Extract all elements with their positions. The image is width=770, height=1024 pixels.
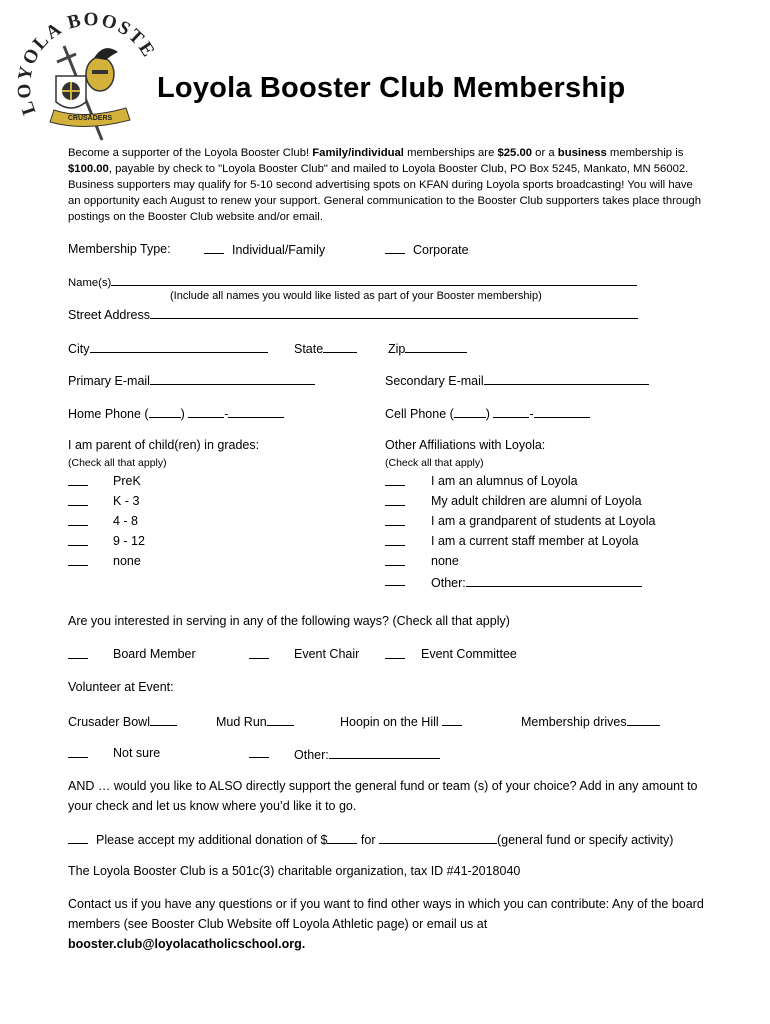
grades-heading: I am parent of child(ren) in grades: — [68, 438, 260, 452]
affiliation-other-line[interactable] — [466, 574, 642, 587]
grade-label-prek: PreK — [113, 474, 141, 488]
volunteer-label: Volunteer at Event: — [68, 680, 174, 694]
contact-email-link[interactable]: booster.club@loyolacatholicschool.org. — [68, 937, 306, 951]
cell-phone-number-line[interactable] — [534, 405, 590, 418]
volunteer-mudrun-line[interactable] — [267, 713, 294, 726]
affiliation-label-staff: I am a current staff member at Loyola — [431, 534, 639, 548]
names-label: Name(s) — [68, 277, 112, 289]
serve-committee-label: Event Committee — [421, 647, 517, 661]
grade-label-none: none — [113, 554, 141, 568]
serve-board-option[interactable] — [68, 647, 96, 663]
grade-option-k3[interactable] — [68, 494, 96, 510]
grade-option-prek[interactable] — [68, 474, 96, 490]
volunteer-drives-line[interactable] — [627, 713, 660, 726]
volunteer-crusader-line[interactable] — [150, 713, 177, 726]
affiliation-option-staff[interactable] — [385, 534, 413, 550]
intro-bold-price-business: $100.00 — [68, 163, 109, 175]
donation-purpose-label: (general fund or specify activity) — [496, 833, 674, 847]
names-field[interactable] — [68, 273, 637, 289]
intro-text-2: memberships are — [403, 147, 498, 159]
grade-label-912: 9 - 12 — [113, 534, 145, 548]
street-address-field[interactable] — [68, 306, 638, 323]
serve-other-field[interactable] — [294, 746, 440, 763]
affiliation-option-other[interactable] — [385, 574, 413, 590]
intro-bold-family: Family/individual — [312, 147, 404, 159]
intro-text-1: Become a supporter of the Loyola Booster Club! — [68, 147, 313, 159]
volunteer-hoopin[interactable] — [340, 713, 462, 730]
secondary-email-field[interactable] — [385, 372, 649, 389]
affiliation-label-other: Other: — [431, 576, 466, 590]
street-address-line[interactable] — [150, 306, 638, 319]
donation-purpose-line[interactable] — [379, 831, 497, 844]
primary-email-line[interactable] — [150, 372, 315, 385]
intro-bold-price-family: $25.00 — [497, 147, 533, 159]
volunteer-hoopin-line[interactable] — [442, 713, 462, 726]
not-sure-option[interactable] — [68, 746, 96, 762]
tax-id-statement: The Loyola Booster Club is a 501c(3) charitable organization, tax ID #41-2018040 — [68, 864, 521, 878]
grade-label-48: 4 - 8 — [113, 514, 139, 528]
home-phone-number-line[interactable] — [228, 405, 284, 418]
contact-text: Contact us if you have any questions or if you want to find other ways in which you can contribute: Any of the board members (see Booster Club Website off Loyola Athletic page) or email us at — [68, 897, 704, 931]
serve-board-label: Board Member — [113, 647, 196, 661]
donation-for-label: for — [360, 833, 376, 847]
names-note: (Include all names you would like listed as part of your Booster membership) — [170, 290, 542, 302]
affiliation-other-field[interactable] — [431, 574, 642, 591]
grade-option-none[interactable] — [68, 554, 96, 570]
state-field[interactable] — [294, 340, 357, 357]
state-label: State — [294, 342, 324, 356]
grade-option-48[interactable] — [68, 514, 96, 530]
volunteer-mud-run[interactable] — [216, 713, 294, 730]
intro-bold-business: business — [557, 147, 607, 159]
grade-label-k3: K - 3 — [113, 494, 140, 508]
affiliation-label-alumnus: I am an alumnus of Loyola — [431, 474, 578, 488]
intro-text-4: membership is — [606, 147, 684, 159]
grade-option-912[interactable] — [68, 534, 96, 550]
primary-email-field[interactable] — [68, 372, 315, 389]
volunteer-hoopin-label: Hoopin on the Hill — [340, 715, 439, 729]
affiliation-label-adult-children: My adult children are alumni of Loyola — [431, 494, 642, 508]
zip-field[interactable] — [388, 340, 467, 357]
volunteer-mudrun-label: Mud Run — [216, 715, 267, 729]
grades-note: (Check all that apply) — [68, 457, 167, 469]
serve-other-label: Other: — [294, 748, 329, 762]
home-phone-area-line[interactable] — [149, 405, 181, 418]
donation-amount-line[interactable] — [327, 831, 357, 844]
secondary-email-line[interactable] — [484, 372, 649, 385]
serve-chair-option[interactable] — [249, 647, 277, 663]
home-phone-label: Home Phone ( — [68, 407, 149, 421]
names-line[interactable] — [111, 273, 637, 286]
membership-corporate-label: Corporate — [413, 243, 469, 257]
state-line[interactable] — [323, 340, 357, 353]
donation-accept-label: Please accept my additional donation of $ — [96, 833, 328, 847]
zip-label: Zip — [388, 342, 406, 356]
membership-corporate-option[interactable] — [385, 242, 469, 258]
affiliation-option-none[interactable] — [385, 554, 413, 570]
affiliation-option-adult-children[interactable] — [385, 494, 413, 510]
donation-line[interactable] — [68, 831, 673, 848]
affiliations-note: (Check all that apply) — [385, 457, 484, 469]
city-field[interactable] — [68, 340, 268, 357]
donation-ask: AND … would you like to ALSO directly support the general fund or team (s) of your choice? Add in any amount to your check and let us know where you’d like it to go. — [68, 779, 698, 813]
affiliation-option-grandparent[interactable] — [385, 514, 413, 530]
affiliation-label-none: none — [431, 554, 459, 568]
street-address-label: Street Address — [68, 308, 150, 322]
membership-individual-option[interactable] — [204, 242, 325, 258]
cell-phone-area-line[interactable] — [454, 405, 486, 418]
zip-line[interactable] — [405, 340, 467, 353]
volunteer-membership-drives[interactable] — [521, 713, 660, 730]
volunteer-crusader-bowl[interactable] — [68, 713, 177, 730]
loyola-booster-logo — [14, 12, 154, 152]
cell-phone-prefix-line[interactable] — [493, 405, 529, 418]
city-label: City — [68, 342, 90, 356]
logo-ribbon-text: CRUSADERS — [67, 115, 113, 122]
intro-text-5: , payable by check to "Loyola Booster Club" and mailed to Loyola Booster Club, PO Box 5245, Mankato, MN 56002. Business supporters may qualify for 5-10 second advertising spots on KFAN during Loyola sports broadcasting! You will have an opportunity each August to renew your support. General communication to the Booster Club supporters takes place through postings on the Booster Club website and/or email. — [68, 163, 701, 223]
serve-other-line[interactable] — [329, 746, 440, 759]
intro-text-3: or a — [532, 147, 558, 159]
primary-email-label: Primary E-mail — [68, 374, 150, 388]
affiliation-label-grandparent: I am a grandparent of students at Loyola — [431, 514, 656, 528]
volunteer-crusader-label: Crusader Bowl — [68, 715, 150, 729]
cell-phone-label: Cell Phone ( — [385, 407, 454, 421]
page-title: Loyola Booster Club Membership — [157, 72, 626, 104]
contact-paragraph — [68, 894, 708, 954]
secondary-email-label: Secondary E-mail — [385, 374, 484, 388]
cell-phone-field[interactable]: Cell Phone ( ) - — [385, 405, 590, 422]
membership-type-label: Membership Type: — [68, 242, 171, 256]
home-phone-prefix-line[interactable] — [188, 405, 224, 418]
serve-other-option[interactable] — [249, 746, 277, 762]
logo-arc-text: LOYOLA BOOST — [14, 12, 150, 118]
serve-committee-option[interactable] — [385, 647, 413, 663]
serving-question: Are you interested in serving in any of the following ways? (Check all that apply) — [68, 614, 510, 628]
intro-paragraph — [68, 145, 708, 225]
affiliations-heading: Other Affiliations with Loyola: — [385, 438, 546, 452]
city-line[interactable] — [90, 340, 268, 353]
membership-individual-label: Individual/Family — [232, 243, 326, 257]
not-sure-label: Not sure — [113, 746, 161, 760]
home-phone-field[interactable]: Home Phone ( ) - — [68, 405, 284, 422]
serve-chair-label: Event Chair — [294, 647, 360, 661]
volunteer-drives-label: Membership drives — [521, 715, 627, 729]
affiliation-option-alumnus[interactable] — [385, 474, 413, 490]
